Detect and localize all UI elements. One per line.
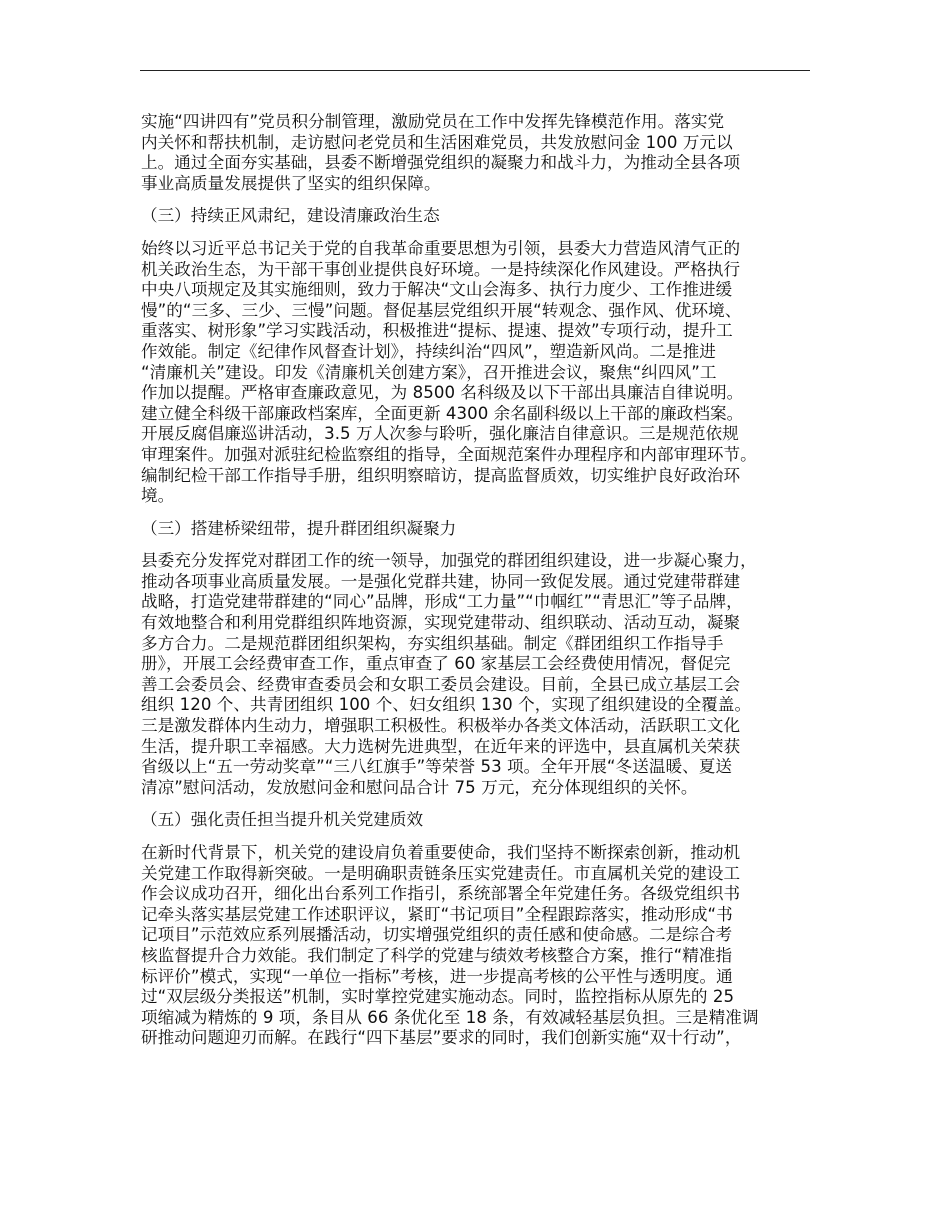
text-line: 研推动问题迎刃而解。在践行“四下基层”要求的同时，我们创新实施“双十行动”，: [141, 1028, 742, 1048]
text-line: 中央八项规定及其实施细则，致力于解决“文山会海多、执行力度少、工作推进缓: [141, 280, 733, 300]
text-line: 善工会委员会、经费审查委员会和女职工委员会建设。目前，全县已成立基层工会: [141, 674, 741, 694]
text-line: 实施“四讲四有”党员积分制管理，激励党员在工作中发挥先锋模范作用。落实党: [141, 112, 725, 131]
text-line: 战略，打造党建带群建的“同心”品牌，形成“工力量”“巾帼红”“青思汇”等子品牌，: [141, 592, 743, 612]
body-paragraph: [141, 239, 831, 507]
text-line: 编制纪检干部工作指导手册，组织明察暗访，提高监督质效，切实维护良好政治环: [141, 465, 741, 485]
text-line: 项缩减为精炼的 9 项，条目从 66 条优化至 18 条，有效减轻基层负担。三是精准调: [141, 1007, 759, 1027]
text-line: 机关政治生态，为干部干事创业提供良好环境。一是持续深化作风建设。严格执行: [141, 259, 741, 279]
text-line: 标评价”模式，实现“一单位一指标”考核，进一步提高考核的公平性与透明度。通: [141, 966, 733, 986]
text-line: 组织 120 个、共青团组织 100 个、妇女组织 130 个，实现了组织建设的全覆盖。: [141, 695, 752, 715]
text-line: 省级以上“五一劳动奖章”“三八红旗手”等荣誉 53 项。全年开展“冬送温暖、夏送: [141, 757, 733, 777]
text-line: 重落实、树形象”学习实践活动，积极推进“提标、提速、提效”专项行动，提升工: [141, 321, 733, 341]
text-line: 县委充分发挥党对群团工作的统一领导，加强党的群团组织建设，进一步凝心聚力，: [141, 551, 757, 571]
text-line: 内关怀和帮扶机制，走访慰问老党员和生活困难党员，共发放慰问金 100 万元以: [141, 132, 733, 152]
text-line: 境。: [141, 486, 175, 506]
section-heading: （三）持续正风肃纪，建设清廉政治生态: [141, 206, 440, 226]
text-line: 关党建工作取得新突破。一是明确职责链条压实党建责任。市直属机关党的建设工: [141, 863, 741, 883]
text-line: 记项目”示范效应系列展播活动，切实增强党组织的责任感和使命感。二是综合考: [141, 925, 733, 945]
text-line: 有效地整合和利用党群组织阵地资源，实现党建带动、组织联动、活动互动，凝聚: [141, 613, 741, 633]
text-line: 推动各项事业高质量发展。一是强化党群共建，协同一致促发展。通过党建带群建: [141, 571, 741, 591]
body-paragraph: [141, 551, 831, 798]
document-body: [141, 112, 831, 1049]
text-line: 册》，开展工会经费审查工作，重点审查了 60 家基层工会经费使用情况，督促完: [141, 654, 731, 674]
body-paragraph: [141, 843, 831, 1049]
section-heading: （三）搭建桥梁纽带，提升群团组织凝聚力: [141, 518, 457, 538]
text-line: 作会议成功召开，细化出台系列工作指引，系统部署全年党建任务。各级党组织书: [141, 884, 741, 904]
text-line: 审理案件。加强对派驻纪检监察组的指导，全面规范案件办理程序和内部审理环节。: [141, 444, 757, 464]
text-line: 过“双层级分类报送”机制，实时掌控党建实施动态。同时，监控指标从原先的 25: [141, 987, 735, 1007]
text-line: 生活，提升职工幸福感。大力选树先进典型，在近年来的评选中，县直属机关荣获: [141, 736, 741, 756]
header-rule: [140, 70, 810, 71]
text-line: 始终以习近平总书记关于党的自我革命重要思想为引领，县委大力营造风清气正的: [141, 238, 741, 258]
text-line: 三是激发群体内生动力，增强职工积极性。积极举办各类文体活动，活跃职工文化: [141, 716, 741, 736]
text-line: 事业高质量发展提供了坚实的组织保障。: [141, 173, 441, 193]
text-line: “清廉机关”建设。印发《清廉机关创建方案》，召开推进会议，聚焦“纠四风”工: [141, 362, 717, 382]
text-line: 在新时代背景下，机关党的建设肩负着重要使命，我们坚持不断探索创新，推动机: [141, 843, 741, 862]
text-line: 清凉”慰问活动，发放慰问金和慰问品合计 75 万元，充分体现组织的关怀。: [141, 777, 698, 797]
text-line: 作加以提醒。严格审查廉政意见，为 8500 名科级及以下干部出具廉洁自律说明。: [141, 383, 744, 403]
text-line: 核监督提升合力效能。我们制定了科学的党建与绩效考核整合方案，推行“精准指: [141, 945, 733, 965]
text-line: 多方合力。二是规范群团组织架构，夯实组织基础。制定《群团组织工作指导手: [141, 633, 724, 653]
text-line: 记牵头落实基层党建工作述职评议，紧盯“书记项目”全程跟踪落实，推动形成“书: [141, 904, 733, 924]
text-line: 开展反腐倡廉巡讲活动，3.5 万人次参与聆听，强化廉洁自律意识。三是规范依规: [141, 424, 739, 444]
text-line: 慢”的“三多、三少、三慢”问题。督促基层党组织开展“转观念、强作风、优环境、: [141, 300, 742, 320]
text-line: 上。通过全面夯实基础，县委不断增强党组织的凝聚力和战斗力，为推动全县各项: [141, 153, 741, 173]
text-line: 作效能。制定《纪律作风督查计划》，持续纠治“四风”，塑造新风尚。二是推进: [141, 341, 716, 361]
text-line: 建立健全科级干部廉政档案库，全面更新 4300 余名副科级以上干部的廉政档案。: [141, 403, 744, 423]
section-heading: （五）强化责任担当提升机关党建质效: [141, 810, 424, 830]
body-paragraph: [141, 112, 831, 194]
